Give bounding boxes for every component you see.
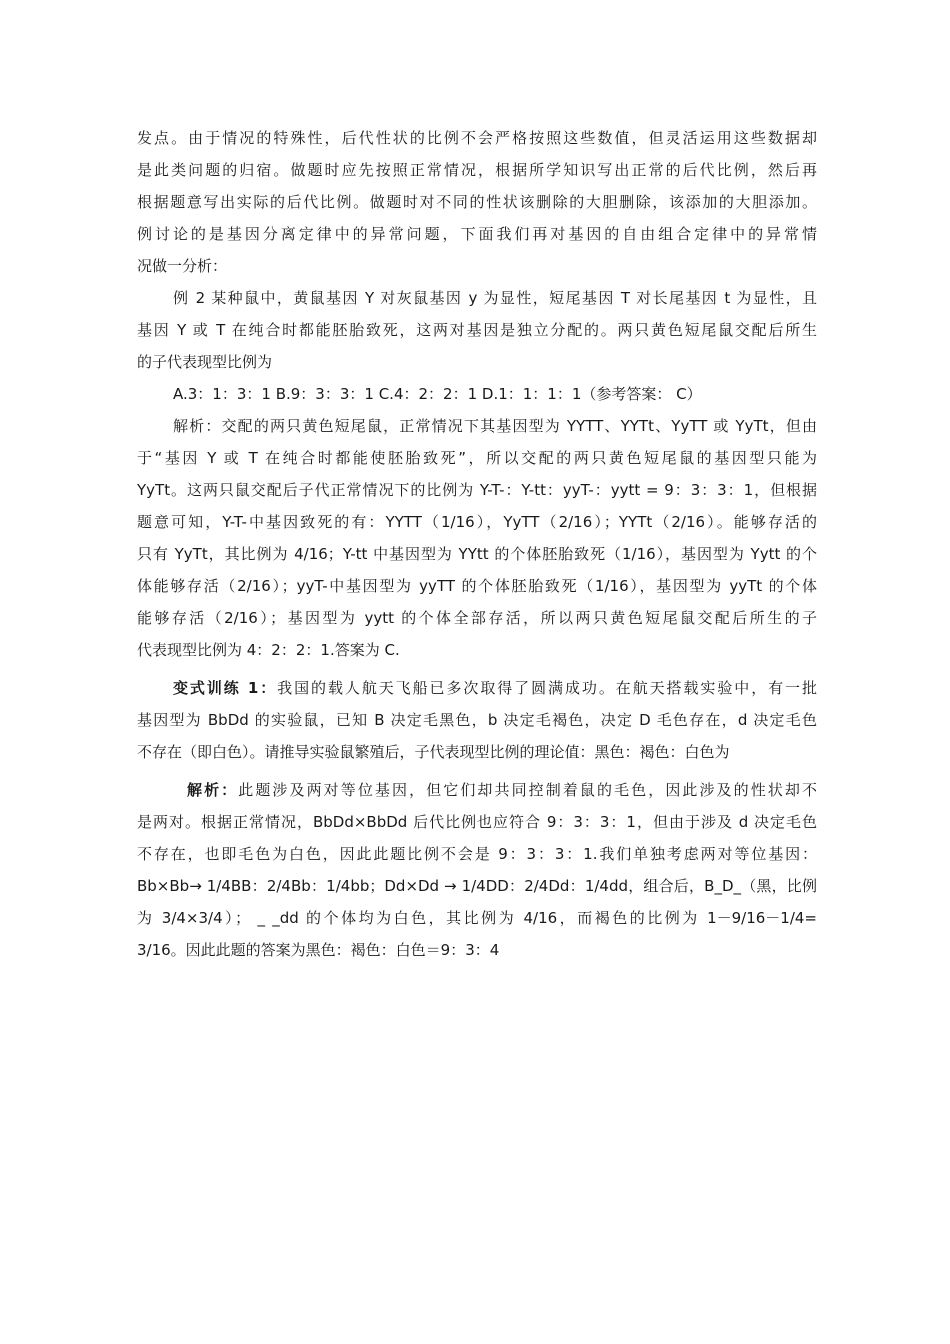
body-text xyxy=(137,122,817,966)
text-line: 不存在，也即毛色为白色，因此此题比例不会是 9：3：3：1.我们单独考虑两对等位基因： xyxy=(137,845,817,863)
variant-label: 变式训练 1： xyxy=(173,679,278,697)
text-line: 体能够存活（2/16）；yyT-中基因型为 yyTT 的个体胚胎致死（1/16），基因型为 yyTt 的个体 xyxy=(137,577,817,595)
text-line: 是此类问题的归宿。做题时应先按照正常情况，根据所学知识写出正常的后代比例，然后再 xyxy=(137,161,817,179)
text-line: 于“基因 Y 或 T 在纯合时都能使胚胎致死”，所以交配的两只黄色短尾鼠的基因型只能为 xyxy=(137,449,817,467)
text-line: 代表现型比例为 4：2：2：1.答案为 C. xyxy=(137,641,400,659)
analysis-label: 解析： xyxy=(187,781,239,799)
text-line: 基因型为 BbDd 的实验鼠，已知 B 决定毛黑色，b 决定毛褐色，决定 D 毛色存在，d 决定毛色 xyxy=(137,711,817,729)
text-line: 能够存活（2/16）；基因型为 yytt 的个体全部存活，所以两只黄色短尾鼠交配后所生的子 xyxy=(137,609,817,627)
variant-text: 我国的载人航天飞船已多次取得了圆满成功。在航天搭载实验中，有一批 xyxy=(277,679,817,697)
text-line: 不存在（即白色）。请推导实验鼠繁殖后，子代表现型比例的理论值：黑色：褐色：白色为 xyxy=(137,743,730,761)
text-line: 为 3/4×3/4）； _ _dd 的个体均为白色，其比例为 4/16，而褐色的比例为 1－9/16－1/4= xyxy=(137,909,817,927)
text-line: 的子代表现型比例为 xyxy=(137,353,273,371)
analysis-text: 此题涉及两对等位基因，但它们却共同控制着鼠的毛色，因此涉及的性状却不 xyxy=(238,781,817,799)
text-line: 只有 YyTt，其比例为 4/16；Y-tt 中基因型为 YYtt 的个体胚胎致死（1/16），基因型为 Yytt 的个 xyxy=(137,545,817,563)
analysis-text: 解析：交配的两只黄色短尾鼠，正常情况下其基因型为 YYTT、YYTt、YyTT 或 YyTt，但由 xyxy=(173,417,817,435)
text-line: 根据题意写出实际的后代比例。做题时对不同的性状该删除的大胆删除，该添加的大胆添加。 xyxy=(137,193,817,211)
example-2-question: 例 2 某种鼠中，黄鼠基因 Y 对灰鼠基因 y 为显性，短尾基因 T 对长尾基因 t 为显性，且 xyxy=(173,289,817,307)
text-line: Bb×Bb→ 1/4BB：2/4Bb：1/4bb；Dd×Dd → 1/4DD：2/4Dd：1/4dd，组合后，B_D_（黑，比例 xyxy=(137,877,817,895)
text-line: 例讨论的是基因分离定律中的异常问题，下面我们再对基因的自由组合定律中的异常情 xyxy=(137,225,817,243)
answer-options: A.3：1：3：1 B.9：3：3：1 C.4：2：2：1 D.1：1：1：1（参考答案： C） xyxy=(173,385,702,403)
text-line: 题意可知，Y-T-中基因致死的有：YYTT（1/16），YyTT（2/16）；YYTt（2/16）。能够存活的 xyxy=(137,513,817,531)
text-line: 基因 Y 或 T 在纯合时都能胚胎致死，这两对基因是独立分配的。两只黄色短尾鼠交配后所生 xyxy=(137,321,817,339)
analysis-2 xyxy=(137,774,817,806)
text-line: YyTt。这两只鼠交配后子代正常情况下的比例为 Y-T-：Y-tt：yyT-：yytt = 9：3：3：1，但根据 xyxy=(137,481,817,499)
text-line: 发点。由于情况的特殊性，后代性状的比例不会严格按照这些数值，但灵活运用这些数据却 xyxy=(137,129,817,147)
text-line: 况做一分析： xyxy=(137,257,228,275)
variant-training-1 xyxy=(137,672,817,704)
text-line: 3/16。因此此题的答案为黑色：褐色：白色＝9：3：4 xyxy=(137,941,500,959)
text-line: 是两对。根据正常情况，BbDd×BbDd 后代比例也应符合 9：3：3：1，但由于涉及 d 决定毛色 xyxy=(137,813,817,831)
